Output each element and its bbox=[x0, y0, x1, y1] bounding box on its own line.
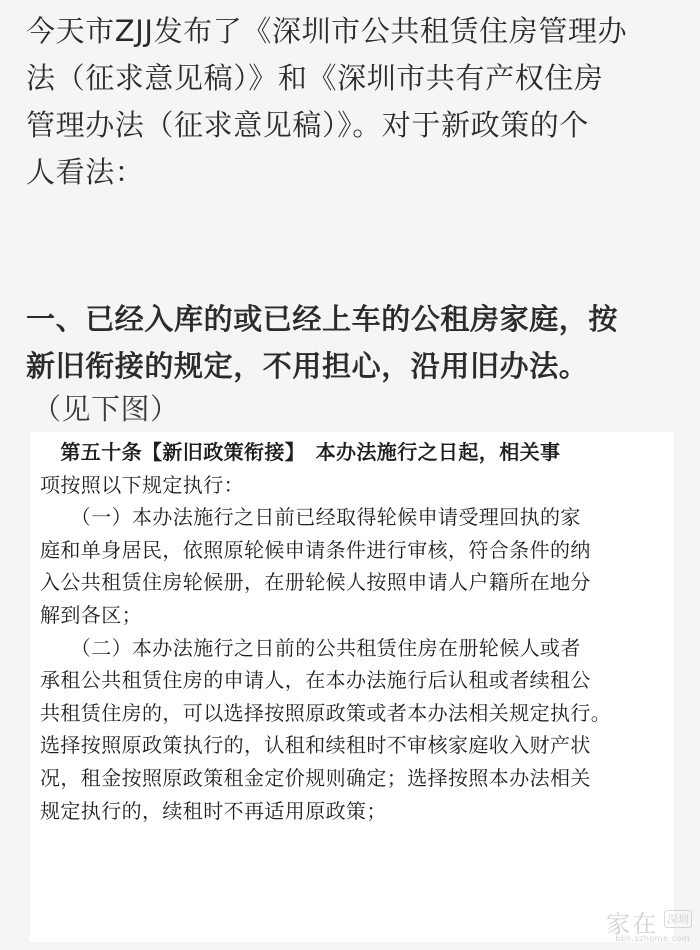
watermark-logo: 家在 bbox=[606, 910, 658, 938]
regulation-excerpt-image bbox=[30, 432, 674, 942]
site-watermark bbox=[582, 904, 694, 944]
intro-paragraph bbox=[26, 8, 676, 196]
intro-line: 人看法： bbox=[26, 155, 145, 189]
watermark-url: bbs.szhome.com bbox=[615, 934, 690, 943]
regulation-excerpt-text bbox=[40, 436, 668, 827]
intro-line: 管理办法（征求意见稿）》。对于新政策的个 bbox=[26, 108, 590, 142]
excerpt-line: 共租赁住房的，可以选择按照原政策或者本办法相关规定执行。 bbox=[40, 700, 612, 725]
watermark-tag: 深圳 bbox=[664, 910, 692, 928]
excerpt-line: 项按照以下规定执行： bbox=[40, 472, 244, 497]
section-heading bbox=[26, 296, 676, 390]
section-heading-line: 一、已经入库的或已经上车的公租房家庭，按 bbox=[26, 302, 619, 336]
section-heading-line: 新旧衔接的规定，不用担心，沿用旧办法。 bbox=[26, 349, 589, 383]
excerpt-line: 解到各区； bbox=[40, 602, 142, 627]
excerpt-line: 入公共租赁住房轮候册，在册轮候人按照申请人户籍所在地分 bbox=[40, 570, 591, 595]
excerpt-line: 况，租金按照原政策租金定价规则确定；选择按照本办法相关 bbox=[40, 765, 591, 790]
excerpt-line: （一）本办法施行之日前已经取得轮候申请受理回执的家 bbox=[40, 505, 581, 530]
excerpt-line: 承租公共租赁住房的申请人，在本办法施行后认租或者续租公 bbox=[40, 668, 591, 693]
intro-line: 法（征求意见稿）》和《深圳市共有产权住房 bbox=[26, 61, 604, 95]
excerpt-line: 规定执行的，续租时不再适用原政策； bbox=[40, 798, 387, 823]
excerpt-line: （二）本办法施行之日前的公共租赁住房在册轮候人或者 bbox=[40, 635, 581, 660]
excerpt-line: 选择按照原政策执行的，认租和续租时不审核家庭收入财产状 bbox=[40, 733, 591, 758]
intro-line: 今天市ZJJ发布了《深圳市公共租赁住房管理办 bbox=[26, 14, 628, 48]
see-figure-note: （见下图） bbox=[32, 392, 180, 426]
excerpt-line: 第五十条【新旧政策衔接】 本办法施行之日起，相关事 bbox=[40, 440, 561, 464]
excerpt-line: 庭和单身居民，依照原轮候申请条件进行审核，符合条件的纳 bbox=[40, 537, 591, 562]
